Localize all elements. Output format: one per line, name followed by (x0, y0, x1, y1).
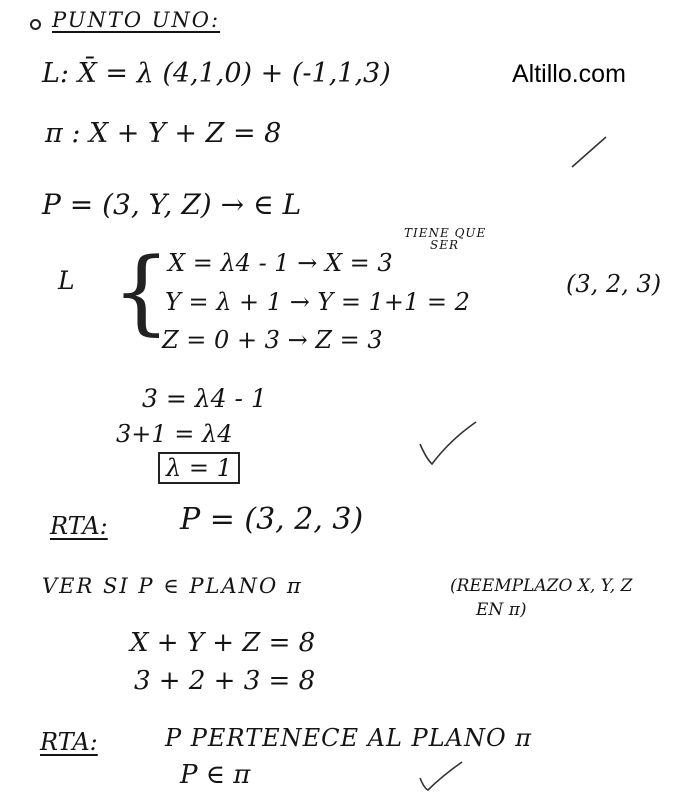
lambda-result: λ = 1 (158, 452, 240, 484)
watermark: Altillo.com (512, 60, 626, 88)
answer-2-label: RTA: (40, 728, 98, 756)
system-x: X = λ4 - 1 → X = 3 (168, 249, 393, 277)
sum-variables: X + Y + Z = 8 (130, 628, 316, 658)
plane-equation: π : X + Y + Z = 8 (45, 118, 282, 149)
verify-note-1: (REEMPLAZO X, Y, Z (450, 576, 633, 596)
answer-1-label: RTA: (50, 512, 108, 540)
answer-1-value: P = (3, 2, 3) (180, 502, 364, 537)
point-p: P = (3, Y, Z) → ∈ L (42, 188, 302, 221)
bullet-dot (30, 19, 41, 30)
answer-2-text: P PERTENECE AL PLANO π (165, 724, 533, 752)
sum-values: 3 + 2 + 3 = 8 (134, 666, 316, 696)
verify-note-2: EN π) (476, 600, 527, 620)
answer-2-symbol: P ∈ π (180, 760, 251, 790)
verify-text: VER SI P ∈ PLANO π (42, 574, 303, 598)
checkmark-icon (570, 135, 610, 175)
note-ser: SER (430, 238, 460, 252)
note-tiene-que: TIENE QUE (404, 226, 487, 240)
line-equation: L: X̄ = λ (4,1,0) + (-1,1,3) (42, 58, 391, 89)
heading: PUNTO UNO: (52, 8, 221, 32)
system-z: Z = 0 + 3 → Z = 3 (162, 326, 383, 354)
system-label: L (58, 266, 75, 295)
equation-1: 3 = λ4 - 1 (142, 384, 267, 413)
checkmark-icon (418, 418, 478, 468)
system-brace: { (112, 238, 171, 345)
system-y: Y = λ + 1 → Y = 1+1 = 2 (165, 288, 470, 316)
equation-2: 3+1 = λ4 (116, 420, 233, 448)
side-point: (3, 2, 3) (566, 270, 662, 298)
checkmark-icon (418, 760, 464, 794)
